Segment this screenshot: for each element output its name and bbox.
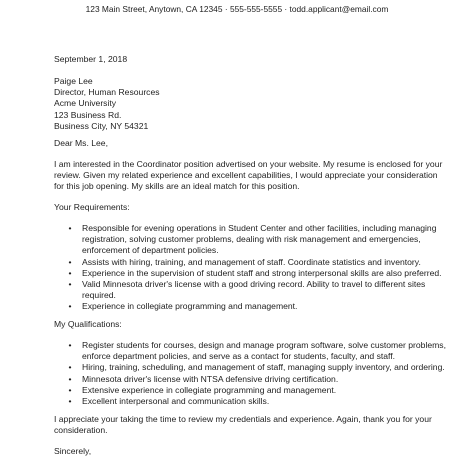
bullet-icon: • (68, 340, 72, 350)
requirements-heading: Your Requirements: (54, 202, 130, 212)
letter-date: September 1, 2018 (54, 54, 128, 64)
bullet-icon: • (68, 267, 72, 278)
qualifications-list (54, 340, 446, 407)
bullet-icon: • (68, 256, 72, 267)
list-item: • Experience in the supervision of student staff and strong interpersonal skills are also preferred. (54, 268, 426, 279)
bullet-icon: • (68, 279, 72, 290)
list-item: • Assists with hiring, training, and management of staff. Coordinate statistics and inventory. (54, 257, 426, 268)
bullet-icon: • (68, 396, 72, 407)
list-item: • Experience in collegiate programming and management. (54, 301, 426, 312)
list-item: • Minnesota driver's license with NTSA defensive driving certification. (54, 374, 426, 385)
bullet-icon: • (68, 301, 72, 312)
list-item: • Excellent interpersonal and communication skills. (54, 396, 426, 407)
list-item: • Register students for courses, design and manage program software, solve customer problems, enforce department policies, and serve as a contact for students, faculty, and staff. (54, 340, 426, 362)
recipient-title: Director, Human Resources (54, 87, 160, 98)
salutation: Dear Ms. Lee, (54, 138, 108, 148)
recipient-organization: Acme University (54, 98, 117, 109)
recipient-address (54, 76, 426, 132)
bullet-icon: • (68, 362, 72, 373)
recipient-street: 123 Business Rd. (54, 109, 122, 120)
recipient-city: Business City, NY 54321 (54, 120, 149, 131)
qualifications-heading: My Qualifications: (54, 319, 122, 329)
applicant-name-fragment (228, 0, 268, 1)
requirements-list (54, 223, 442, 313)
closing-paragraph: I appreciate your taking the time to review my credentials and experience. Again, thank you for your consideration. (54, 414, 432, 436)
bullet-icon: • (68, 384, 72, 395)
intro-paragraph: I am interested in the Coordinator position advertised on your website. My resume is enclosed for your review. Given my related experience and excellent capabilities, I would appreciate your consideration for this job opening. My skills are an ideal match for this position. (54, 159, 443, 192)
list-item: • Extensive experience in collegiate programming and management. (54, 385, 426, 396)
recipient-name: Paige Lee (54, 76, 93, 86)
contact-info-line: 123 Main Street, Anytown, CA 12345 · 555-555-5555 · todd.applicant@email.com (85, 4, 389, 14)
bullet-icon: • (68, 223, 72, 233)
signoff: Sincerely, (54, 446, 92, 456)
bullet-icon: • (68, 373, 72, 384)
list-item: • Valid Minnesota driver's license with a good driving record. Ability to travel to different sites required. (54, 279, 426, 301)
list-item: • Hiring, training, scheduling, and management of staff, managing supply inventory, and ordering. (54, 362, 426, 373)
list-item: • Responsible for evening operations in Student Center and other facilities, including managing registration, solving customer problems, dealing with risk management and emergencies, enforcement of department policies. (54, 223, 426, 257)
